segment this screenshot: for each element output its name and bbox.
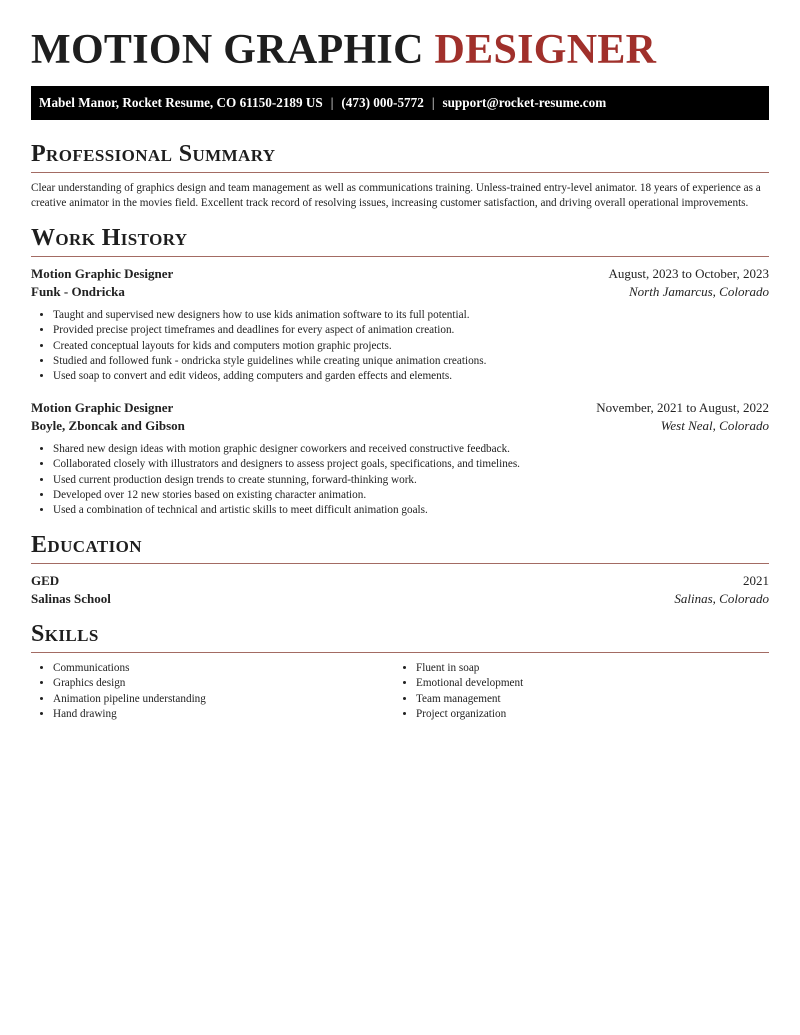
skills-left-list xyxy=(31,661,393,722)
summary-heading: Professional Summary xyxy=(31,139,769,173)
job-1-subheader xyxy=(31,283,769,301)
education-year: 2021 xyxy=(743,573,769,588)
skill-item: • Hand drawing xyxy=(53,707,393,722)
education-heading: Education xyxy=(31,530,769,564)
education-header xyxy=(31,572,769,590)
skills-heading: Skills xyxy=(31,619,769,653)
contact-phone: (473) 000-5772 xyxy=(341,95,424,110)
list-item: • Studied and followed funk - ondricka style guidelines while creating unique animation creations. xyxy=(53,354,791,369)
work-history-heading: Work History xyxy=(31,223,769,257)
education-subheader xyxy=(31,590,769,608)
skill-item: • Animation pipeline understanding xyxy=(53,692,393,707)
job-location: North Jamarcus, Colorado xyxy=(629,284,769,299)
skills-right-list xyxy=(394,661,776,722)
job-company: Boyle, Zboncak and Gibson xyxy=(31,418,185,433)
skill-item: • Team management xyxy=(416,692,776,707)
skill-item: • Communications xyxy=(53,661,393,676)
contact-separator: | xyxy=(431,95,435,110)
job-title: Motion Graphic Designer xyxy=(31,400,174,415)
contact-separator: | xyxy=(330,95,334,110)
contact-bar xyxy=(31,86,769,120)
job-dates: August, 2023 to October, 2023 xyxy=(608,266,769,281)
list-item: • Used a combination of technical and artistic skills to meet difficult animation goals. xyxy=(53,503,791,518)
list-item: • Developed over 12 new stories based on existing character animation. xyxy=(53,488,791,503)
skill-item: • Fluent in soap xyxy=(416,661,776,676)
list-item: • Created conceptual layouts for kids and computers motion graphic projects. xyxy=(53,339,791,354)
job-2-header xyxy=(31,399,769,417)
education-school: Salinas School xyxy=(31,591,111,606)
title-accent: DESIGNER xyxy=(434,27,657,73)
job-location: West Neal, Colorado xyxy=(660,418,769,433)
skill-item: • Project organization xyxy=(416,707,776,722)
education-degree: GED xyxy=(31,573,60,588)
list-item: • Collaborated closely with illustrators and designers to assess project goals, specifications, and timelines. xyxy=(53,457,791,472)
list-item: • Shared new design ideas with motion graphic designer coworkers and received constructive feedback. xyxy=(53,442,791,457)
job-2-bullets xyxy=(31,442,791,518)
education-location: Salinas, Colorado xyxy=(674,591,769,606)
resume-title xyxy=(31,26,656,74)
job-1-header xyxy=(31,265,769,283)
job-title: Motion Graphic Designer xyxy=(31,266,174,281)
summary-text: Clear understanding of graphics design and team management as well as communications training. Unless-trained entry-level animator. 18 years of experience as a creative animator in the movies field. Excellent track record of resolving issues, increasing customer satisfaction, and driving overall operational improvements. xyxy=(31,182,761,209)
job-2-subheader xyxy=(31,417,769,435)
title-main: MOTION GRAPHIC xyxy=(31,27,435,73)
job-1-bullets xyxy=(31,308,791,384)
skill-item: • Graphics design xyxy=(53,676,393,691)
list-item: • Taught and supervised new designers how to use kids animation software to its full potential. xyxy=(53,308,791,323)
job-company: Funk - Ondricka xyxy=(31,284,125,299)
contact-address: Mabel Manor, Rocket Resume, CO 61150-2189 US xyxy=(39,95,323,110)
list-item: • Provided precise project timeframes and deadlines for every aspect of animation creation. xyxy=(53,323,791,338)
list-item: • Used current production design trends to create stunning, forward-thinking work. xyxy=(53,473,791,488)
contact-email: support@rocket-resume.com xyxy=(442,95,607,110)
skill-item: • Emotional development xyxy=(416,676,776,691)
list-item: • Used soap to convert and edit videos, adding computers and garden effects and elements. xyxy=(53,369,791,384)
job-dates: November, 2021 to August, 2022 xyxy=(596,400,769,415)
